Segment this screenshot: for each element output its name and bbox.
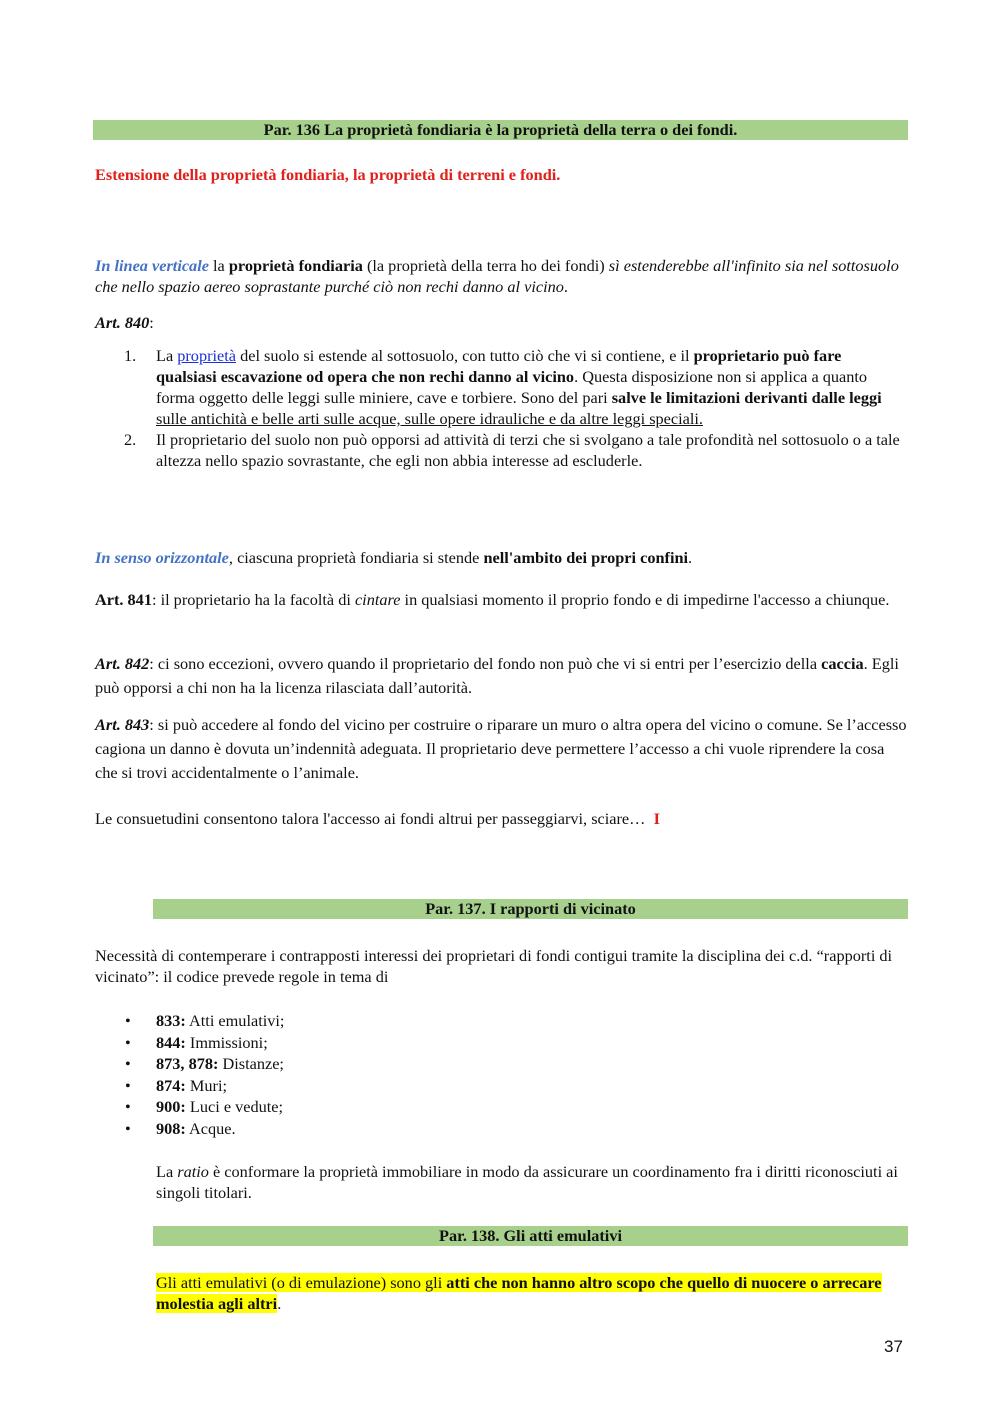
article-ref: Art. 840 [95, 313, 150, 332]
paragraph-consuetudini [95, 808, 908, 829]
article-num: 844: [156, 1032, 186, 1052]
bullet: • [125, 1032, 131, 1052]
text-span: : il proprietario ha la facoltà di [151, 590, 355, 609]
article-num: 833: [156, 1011, 186, 1030]
highlighted-bold-text: atti che non hanno altro scopo che quello di nuocere o arrecare molestia agli altri [156, 1273, 882, 1313]
text-span: La [156, 346, 178, 365]
text-span: . [563, 277, 568, 296]
paragraph-par137-intro: Necessità di contemperare i contrapposti interessi dei proprietari di fondi contigui tramite la disciplina dei c.d. “rapporti di vicinato”: il codice prevede regole in tema di [95, 946, 893, 986]
text-span: la [208, 256, 229, 275]
paragraph-par138 [156, 1272, 908, 1314]
article-num: 873, 878: [156, 1054, 219, 1073]
link-proprieta[interactable]: proprietà [177, 346, 237, 365]
page-number: 37 [884, 1337, 903, 1356]
section-header-par138: Par. 138. Gli atti emulativi [153, 1226, 908, 1246]
text-span: Muri; [185, 1075, 228, 1095]
emphasis-horizontal: In senso orizzontale [95, 548, 229, 567]
text-span: . [688, 548, 693, 567]
marker-red: I [653, 809, 660, 828]
text-span: . Questa disposizione non si applica a quanto forma oggetto delle leggi sulle miniere, cave e torbiere. Sono del pari [156, 367, 868, 407]
article-ref: Art. 843 [95, 715, 150, 734]
bold-span: caccia [821, 654, 864, 673]
section-header-par137: Par. 137. I rapporti di vicinato [153, 899, 908, 919]
emphasis-vertical: In linea verticale [95, 256, 209, 275]
underlined-span: sulle antichità e belle arti sulle acque, sulle opere idrauliche e da altre leggi speciali. [156, 409, 703, 428]
text-span: Distanze; [218, 1054, 284, 1073]
article-num: 908: [156, 1118, 186, 1138]
text-span: , ciascuna proprietà fondiaria si stende [228, 548, 484, 567]
list-item [125, 1053, 856, 1075]
paragraph-horizontal [95, 547, 908, 568]
list-item [125, 1096, 856, 1118]
list-number: 2. [124, 430, 137, 449]
list-number: 1. [124, 346, 137, 365]
bullet: • [125, 1097, 131, 1116]
bullet: • [125, 1118, 131, 1138]
bold-span: salve le limitazioni derivanti dalle leggi [611, 388, 882, 407]
text-span: : si può accedere al fondo del vicino per costruire o riparare un muro o altra opera del vicino o comune. Se l’accesso cagiona un danno è dovuta un’indennità adeguata. Il proprietario deve permettere l’accesso a chi vuole riprendere la cosa che si trovi accidentalmente o l’animale. [95, 715, 907, 782]
text-span: : [149, 313, 154, 332]
text-span: Luci e vedute; [185, 1097, 284, 1116]
text-span: Le consuetudini consentono talora l'accesso ai fondi altrui per passeggiarvi, sciare… [95, 809, 646, 828]
bullet: • [125, 1075, 131, 1095]
article-num: 874: [156, 1075, 186, 1095]
text-span: del suolo si estende al sottosuolo, con tutto ciò che vi si contiene, e il [236, 346, 694, 365]
paragraph-ratio [156, 1161, 908, 1203]
text-span: La [156, 1162, 178, 1181]
list-item [125, 1075, 856, 1097]
list-item [125, 1010, 856, 1032]
bullet: • [125, 1011, 131, 1030]
text-span: è conformare la proprietà immobiliare in modo da assicurare un coordinamento fra i diritti riconosciuti ai singoli titolari. [156, 1162, 898, 1202]
list-item [124, 345, 906, 429]
bold-span: proprietà fondiaria [228, 256, 363, 275]
text-span: in qualsiasi momento il proprio fondo e di impedirne l'accesso a chiunque. [400, 590, 890, 609]
italic-span: cintare [354, 590, 401, 609]
list-item [124, 429, 906, 471]
section-header-par136: Par. 136 La proprietà fondiaria è la proprietà della terra o dei fondi. [93, 120, 908, 140]
list-item [125, 1118, 856, 1140]
text-span: : ci sono eccezioni, ovvero quando il proprietario del fondo non può che vi si entri per l’esercizio della [149, 654, 822, 673]
text-span: Acque. [185, 1118, 236, 1138]
text-span: . Egli può opporsi a chi non ha la licenza rilasciata dall’autorità. [95, 654, 899, 697]
paragraph-art841 [95, 589, 908, 610]
rules-list [125, 1010, 856, 1139]
text-span: (la proprietà della terra ho dei fondi) [362, 256, 609, 275]
article-ref: Art. 842 [95, 654, 150, 673]
paragraph-vertical [95, 255, 908, 297]
article-num: 900: [156, 1097, 186, 1116]
bold-span: nell'ambito dei propri confini [483, 548, 689, 567]
list-item [125, 1032, 856, 1054]
highlighted-text: Gli atti emulativi (o di emulazione) sono gli [156, 1273, 447, 1292]
section-subtitle: Estensione della proprietà fondiaria, la proprietà di terreni e fondi. [95, 165, 561, 184]
italic-span: ratio [177, 1162, 209, 1181]
text-span: Immissioni; [185, 1032, 268, 1052]
paragraph-art843 [95, 713, 908, 785]
article-840-list [124, 345, 906, 471]
paragraph-art842 [95, 652, 908, 700]
article-ref: Art. 841 [95, 590, 152, 609]
text-span: Il proprietario del suolo non può opporsi ad attività di terzi che si svolgano a tale profondità nel sottosuolo o a tale altezza nello spazio sovrastante, che egli non abbia interesse ad escluderle. [156, 430, 900, 470]
text-span: . [277, 1294, 282, 1313]
article-840-label [95, 312, 154, 333]
italic-span: sì estenderebbe all'infinito sia nel sottosuolo che nello spazio aereo soprastante purché ciò non rechi danno al vicino [95, 256, 899, 296]
bullet: • [125, 1054, 131, 1073]
text-span: Atti emulativi; [185, 1011, 285, 1030]
bold-span: proprietario può fare qualsiasi escavazione od opera che non rechi danno al vicino [156, 346, 842, 386]
